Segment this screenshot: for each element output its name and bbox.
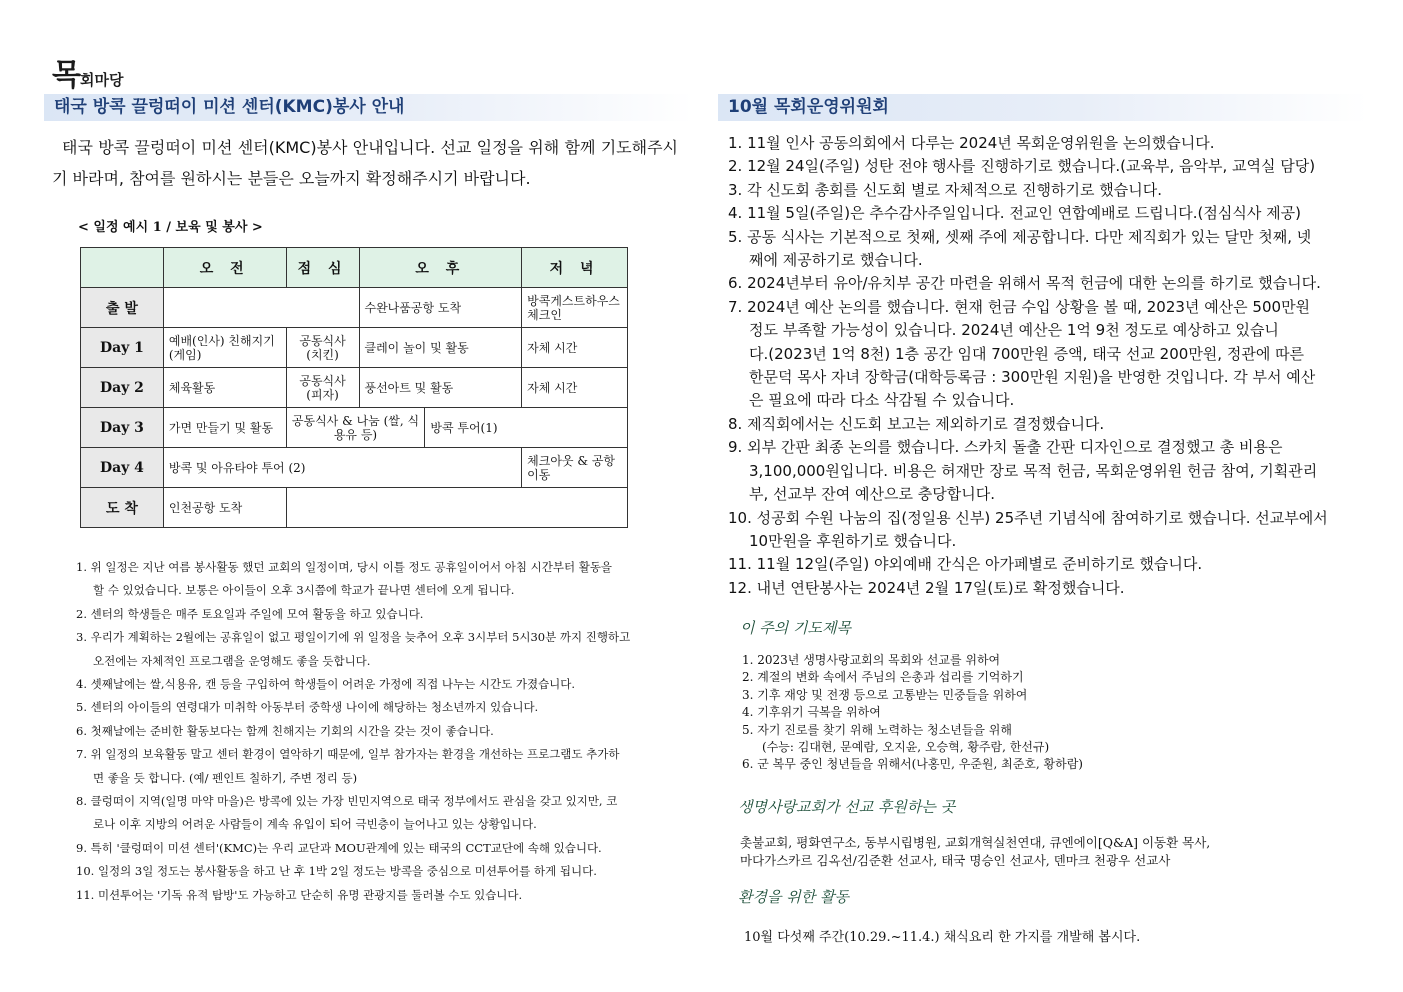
table-row: [81, 368, 628, 408]
day3-morning-cell: 가면 만들기 및 활동: [163, 408, 286, 448]
list-item: 10. 성공회 수원 나눔의 집(정일용 신부) 25주년 기념식에 참여하기로 했습니다. 선교부에서 10만원을 후원하기로 했습니다.: [728, 508, 1328, 550]
arrive-morning-cell: [163, 288, 359, 328]
day1-morning-cell: 예배(인사) 친해지기(게임): [163, 328, 286, 368]
list-item: 4. 11월 5일(주일)은 추수감사주일입니다. 전교인 연합예배로 드립니다.(점심식사 제공): [728, 204, 1301, 223]
list-item: 2. 12월 24일(주일) 성탄 전야 행사를 진행하기로 했습니다.(교육부, 음악부, 교역실 담당): [728, 157, 1316, 176]
row-label-depart: 도 착: [81, 488, 164, 528]
list-item: 7. 위 일정의 보육활동 말고 센터 환경이 열악하기 때문에, 일부 참가자는 환경을 개선하는 프로그램도 추가하 면 좋을 듯 합니다. (예/ 펜인트 칠하기, 주변 정리 등): [76, 747, 620, 785]
day3-lunch-cell: 공동식사 & 나눔 (쌀, 식용유 등): [286, 408, 425, 448]
depart-rest-cell: [286, 488, 627, 528]
support-line: 마다가스카르 김옥선/김준환 선교사, 태국 명승인 선교사, 덴마크 천광우 선교사: [740, 853, 1171, 868]
list-item: 5. 자기 진로를 찾기 위해 노력하는 청소년들을 위해 (수능: 김대현, 문예람, 오지윤, 오승혁, 황주람, 한선규): [742, 722, 1050, 755]
row-label-day3: Day 3: [81, 408, 164, 448]
header-empty-cell: [81, 248, 164, 288]
list-item: 8. 클렁떠이 지역(일명 마약 마을)은 방콕에 있는 가장 빈민지역으로 태국 정부에서도 관심을 갖고 있지만, 코 로나 이후 지방의 어려운 사람들이 계속 유입이 되어 극빈층이 늘어나고 있는 상황입니다.: [76, 794, 618, 832]
list-item: 3. 각 신도회 총회를 신도회 별로 자체적으로 진행하기로 했습니다.: [728, 180, 1162, 199]
list-item: 3. 기후 재앙 및 전쟁 등으로 고통받는 민중들을 위하여: [742, 687, 1028, 702]
support-line: 촛불교회, 평화연구소, 동부시립병원, 교회개혁실천연대, 큐엔에이[Q&A] 이동환 목사,: [740, 835, 1211, 850]
list-item: 8. 제직회에서는 신도회 보고는 제외하기로 결정했습니다.: [728, 414, 1105, 433]
prayer-section-title: 이 주의 기도제목: [740, 619, 851, 637]
environment-section-title: 환경을 위한 활동: [738, 888, 849, 906]
header-afternoon: 오 후: [359, 248, 522, 288]
header-evening: 저 녁: [522, 248, 628, 288]
row-label-day1: Day 1: [81, 328, 164, 368]
list-item: 1. 2023년 생명사랑교회의 목회와 선교를 위하여: [742, 653, 1001, 667]
list-item: 2. 계절의 변화 속에서 주님의 은총과 섭리를 기억하기: [742, 670, 1024, 685]
list-item: 11. 11월 12일(주일) 야외예배 간식은 아가페별로 준비하기로 했습니다.: [728, 555, 1203, 574]
day1-afternoon-cell: 클레이 놀이 및 활동: [359, 328, 522, 368]
day2-morning-cell: 체육활동: [163, 368, 286, 408]
list-item: 2. 센터의 학생들은 매주 토요일과 주일에 모여 활동을 하고 있습니다.: [76, 606, 424, 621]
schedule-notes-list: [76, 556, 642, 907]
list-item: 9. 특히 '클렁떠이 미션 센터'(KMC)는 우리 교단과 MOU관계에 있는 태국의 CCT교단에 속해 있습니다.: [76, 840, 602, 855]
day2-evening-cell: 자체 시간: [522, 368, 628, 408]
list-item: 4. 셋째날에는 쌀,식용유, 캔 등을 구입하여 학생들이 어려운 가정에 직접 나누는 시간도 가졌습니다.: [76, 677, 576, 692]
schedule-table: [80, 247, 628, 528]
day1-evening-cell: 자체 시간: [522, 328, 628, 368]
day2-lunch-cell: 공동식사 (피자): [286, 368, 359, 408]
table-row: [81, 408, 628, 448]
list-item: 4. 기후위기 극복을 위하여: [742, 705, 881, 720]
list-item: 6. 첫째날에는 준비한 활동보다는 함께 친해지는 기회의 시간을 갖는 것이 좋습니다.: [76, 723, 494, 738]
list-item: 9. 외부 간판 최종 논의를 했습니다. 스카치 돌출 간판 디자인으로 결정했고 총 비용은 3,100,000원입니다. 비용은 허재만 장로 목적 헌금, 목회운영위원 헌금 참여, 기획관리 부, 선교부 잔여 예산으로 충당합니다.: [728, 438, 1318, 504]
day2-afternoon-cell: 풍선아트 및 활동: [359, 368, 522, 408]
arrive-afternoon-cell: 수완나품공항 도착: [359, 288, 522, 328]
table-row: [81, 288, 628, 328]
header-lunch: 점 심: [286, 248, 359, 288]
support-section-title: 생명사랑교회가 선교 후원하는 곳: [738, 798, 956, 816]
list-item: 3. 우리가 계획하는 2월에는 공휴일이 없고 평일이기에 위 일정을 늦추어 오후 3시부터 5시30분 까지 진행하고 오전에는 자체적인 프로그램을 운영해도 좋을 듯합니다.: [76, 630, 631, 668]
list-item: 1. 11월 인사 공동의회에서 다루는 2024년 목회운영위원을 논의했습니다.: [728, 134, 1215, 152]
arrive-evening-cell: 방콕게스트하우스 체크인: [522, 288, 628, 328]
header-morning: 오 전: [163, 248, 286, 288]
list-item: 7. 2024년 예산 논의를 했습니다. 현재 헌금 수입 상황을 볼 때, 2023년 예산은 500만원 정도 부족할 가능성이 있습니다. 2024년 예산은 1억 9천 정도로 예상하고 있습니 다.(2023년 1억 8천) 1층 공간 임대 700만원 증액, 태국 선교 200만원, 정관에 따른 한문덕 목사 자녀 장학금(대학등록금 : 300만원 지원)을 반영한 것입니다. 각 부서 예산 은 필요에 따라 다소 삭감될 수 있습니다.: [728, 297, 1316, 410]
logo-small-text: 회마당: [79, 71, 124, 89]
row-label-day4: Day 4: [81, 448, 164, 488]
table-row: [81, 448, 628, 488]
right-section-banner: 10월 목회운영위원회: [718, 94, 1368, 121]
schedule-table-title: < 일정 예시 1 / 보육 및 봉사 >: [78, 220, 263, 235]
prayer-list: [742, 652, 1362, 774]
list-item: 12. 내년 연탄봉사는 2024년 2월 17일(토)로 확정했습니다.: [728, 578, 1125, 597]
intro-paragraph: [52, 132, 678, 194]
committee-items-list: [728, 132, 1358, 600]
row-label-day2: Day 2: [81, 368, 164, 408]
table-row: [81, 488, 628, 528]
row-label-arrive: 출 발: [81, 288, 164, 328]
table-row: [81, 328, 628, 368]
list-item: 6. 2024년부터 유아/유치부 공간 마련을 위해서 목적 헌금에 대한 논의를 하기로 했습니다.: [728, 274, 1321, 293]
support-list: [740, 834, 1360, 870]
intro-text: 태국 방콕 끌렁떠이 미션 센터(KMC)봉사 안내입니다. 선교 일정을 위해 함께 기도해주시기 바라며, 참여를 원하시는 분들은 오늘까지 확정해주시기 바랍니다.: [52, 138, 678, 188]
depart-morning-cell: 인천공항 도착: [163, 488, 286, 528]
day4-evening-cell: 체크아웃 & 공항 이동: [522, 448, 628, 488]
logo: [52, 50, 123, 94]
day4-morning-cell: 방콕 및 아유타야 투어 (2): [163, 448, 521, 488]
list-item: 5. 공동 식사는 기본적으로 첫째, 셋째 주에 제공합니다. 다만 제직회가 있는 달만 첫째, 넷 째에 제공하기로 했습니다.: [728, 227, 1312, 270]
left-section-banner: 태국 방콕 끌렁떠이 미션 센터(KMC)봉사 안내: [44, 94, 694, 121]
environment-text: 10월 다섯째 주간(10.29.~11.4.) 채식요리 한 가지를 개발해 봅시다.: [744, 930, 1141, 945]
day3-afternoon-cell: 방콕 투어(1): [425, 408, 628, 448]
list-item: 5. 센터의 아이들의 연령대가 미취학 아동부터 중학생 나이에 해당하는 청소년까지 있습니다.: [76, 700, 539, 715]
list-item: 10. 일정의 3일 정도는 봉사활동을 하고 난 후 1박 2일 정도는 방콕을 중심으로 미션투어를 하게 됩니다.: [76, 864, 597, 879]
list-item: 11. 미션투어는 '기독 유적 탐방'도 가능하고 단순히 유명 관광지를 둘러볼 수도 있습니다.: [76, 887, 523, 902]
table-header-row: [81, 248, 628, 288]
day1-lunch-cell: 공동식사 (치킨): [286, 328, 359, 368]
list-item: 1. 위 일정은 지난 여름 봉사활동 했던 교회의 일정이며, 당시 이틀 정도 공휴일이어서 아침 시간부터 활동을 할 수 있었습니다. 보통은 아이들이 오후 3시쯤에 학교가 끝나면 센터에 오게 됩니다.: [76, 560, 613, 598]
list-item: 6. 군 복무 중인 청년들을 위해서(나홍민, 우준원, 최준호, 황하람): [742, 757, 1083, 772]
logo-big-text: 목: [52, 58, 80, 93]
